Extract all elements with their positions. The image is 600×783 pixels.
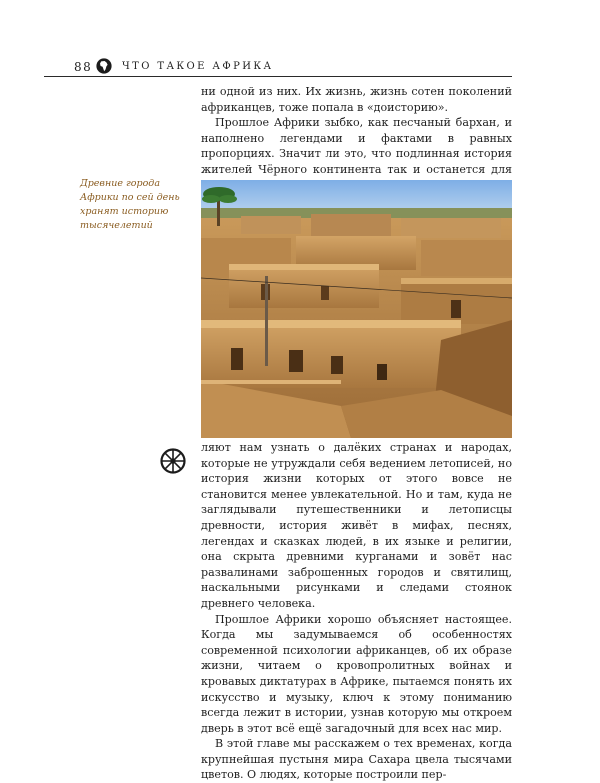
running-header — [0, 0, 600, 80]
paragraph: Прошлое Африки хорошо объясняет настоящее. Когда мы задумываемся об особенностях современной психологии африканцев, об их образе жизни, читаем о кровопролитных войнах и кровавых диктатурах в Африке, пытаемся понять их искусство и музыку, ключ к этому пониманию всегда лежит в истории, узнав которую мы откроем дверь в этот всё ещё загадочный для всех нас мир. — [201, 612, 512, 735]
paragraph: ляют нам узнать о далёких странах и народах, которые не утруждали себя ведением летописей, но история жизни которых от этого вовсе не становится менее увлекательной. Но и там, куда не заглядывали путешественники и летописцы древности, история живёт в мифах, песнях, легендах и сказках людей, в их языке и религии, она скрыта древними курганами и зовёт нас развалинами заброшенных городов и святилищ, наскальными рисунками и следами стоянок древнего человека. — [201, 441, 512, 610]
header-rule — [44, 76, 512, 77]
paragraph: ни одной из них. Их жизнь, жизнь сотен поколений африканцев, тоже попала в «доисторию». — [201, 85, 512, 114]
photo-caption: Древние города Африки по сей день хранят историю тысячелетий — [80, 178, 180, 231]
chapter-title: ЧТО ТАКОЕ АФРИКА — [122, 61, 274, 72]
ship-wheel-icon — [160, 448, 186, 474]
paragraph: Прошлое Африки зыбко, как песчаный бархан, и наполнено легендами и фактами в равных пропорциях. Значит ли это, что подлинная история жителей Чёрного континента так и останется для — [201, 116, 512, 176]
mud-brick-town-photo — [201, 180, 512, 438]
paragraph: В этой главе мы расскажем о тех временах, когда крупнейшая пустыня мира Сахара цвела тысячами цветов. О людях, которые построили пер- — [201, 737, 512, 782]
page-number: 88 — [74, 60, 93, 74]
africa-continent-icon — [96, 58, 112, 74]
body-text-bottom — [201, 440, 512, 783]
